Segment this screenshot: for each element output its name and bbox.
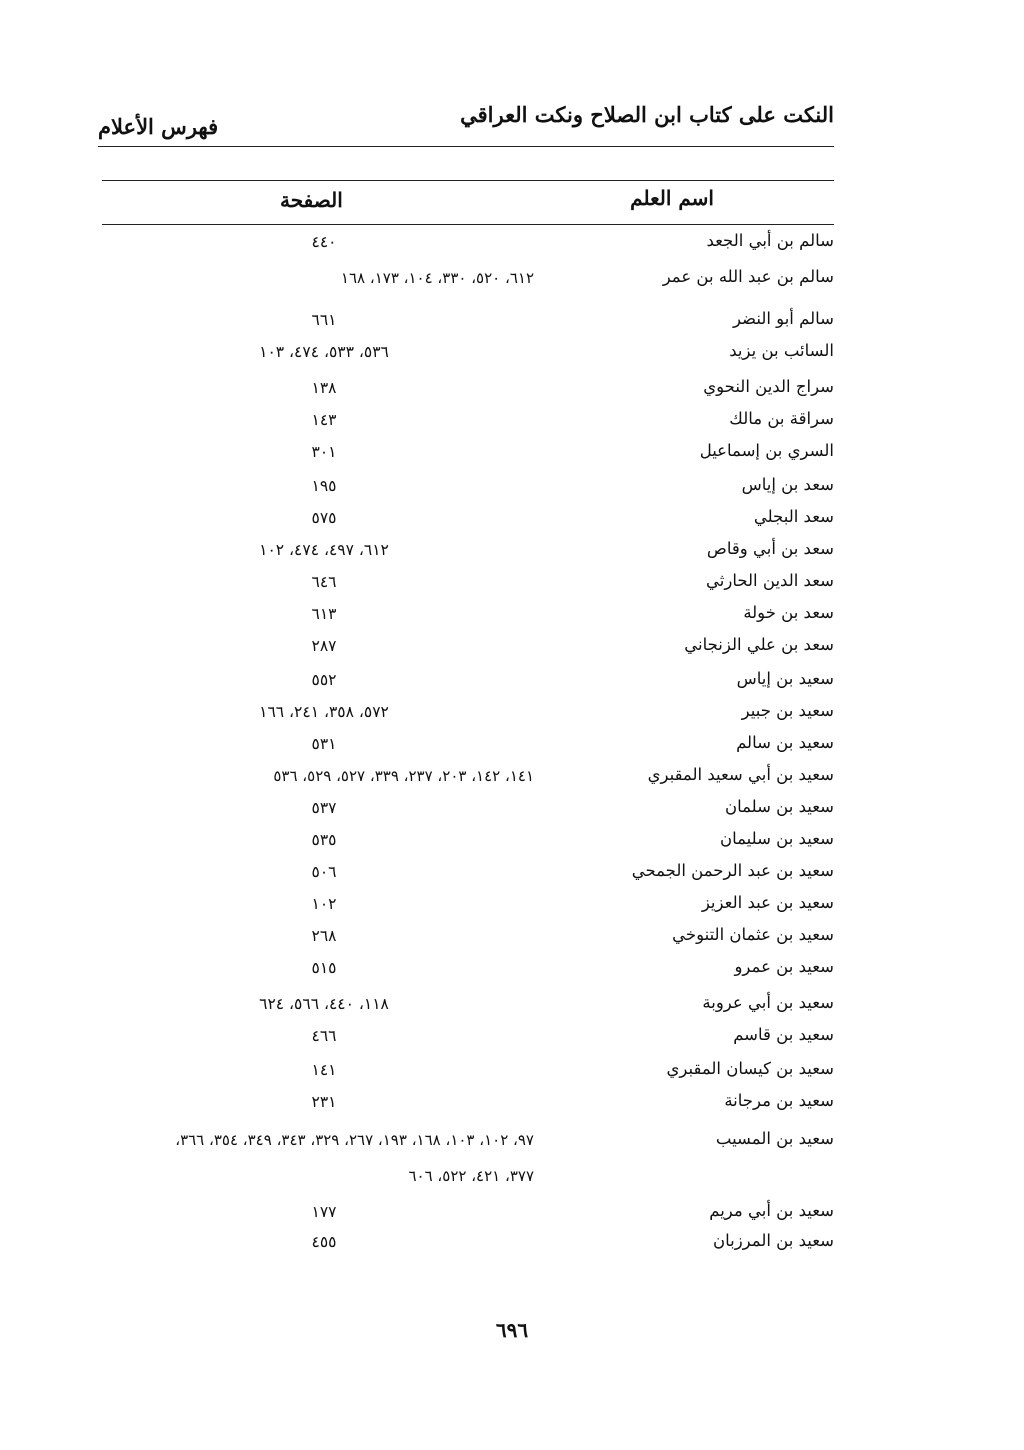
entry-pages: ٦١٣ xyxy=(311,605,337,623)
entry-pages: ٥٣١ xyxy=(311,735,337,753)
section-title: فهرس الأعلام xyxy=(98,114,219,139)
entry-name: سعد الدين الحارثي xyxy=(706,571,834,590)
entry-name: سعيد بن عبد الرحمن الجمحي xyxy=(631,861,834,880)
entry-pages: ٢٦٨ xyxy=(311,927,337,945)
index-entry xyxy=(102,826,834,856)
entry-name: سعيد بن سليمان xyxy=(719,829,834,848)
entry-name: سعيد بن أبي سعيد المقبري xyxy=(647,765,834,784)
book-title: النكت على كتاب ابن الصلاح ونكت العراقي xyxy=(460,102,834,127)
entry-pages: ٥٧٢، ٣٥٨، ٢٤١، ١٦٦ xyxy=(259,703,389,721)
index-entry xyxy=(102,632,834,662)
index-entry xyxy=(102,762,834,792)
index-entry-continuation xyxy=(102,1164,834,1190)
entry-pages: ٢٨٧ xyxy=(311,637,337,655)
index-entry xyxy=(102,264,834,294)
entry-pages: ١٤٣ xyxy=(311,411,337,429)
entry-name: سعيد بن سلمان xyxy=(724,797,834,816)
entry-name: السري بن إسماعيل xyxy=(699,441,834,460)
entry-pages: ١٤١، ١٤٢، ٢٠٣، ٢٣٧، ٣٣٩، ٥٢٧، ٥٢٩، ٥٣٦ xyxy=(273,767,534,785)
index-entry xyxy=(102,666,834,696)
entry-pages: ٤٥٥ xyxy=(311,1233,337,1251)
entry-name: سعيد بن أبي عروبة xyxy=(702,993,834,1012)
entry-name: سعيد بن المرزبان xyxy=(712,1231,834,1250)
entry-name: سعد بن خولة xyxy=(743,603,834,622)
index-entry xyxy=(102,228,834,258)
entry-name: السائب بن يزيد xyxy=(729,341,834,360)
index-entry xyxy=(102,472,834,502)
entry-name: سالم بن أبي الجعد xyxy=(706,231,834,250)
index-entry xyxy=(102,1198,834,1228)
entry-name: سعيد بن جبير xyxy=(741,701,834,720)
table-top-rule xyxy=(102,180,834,181)
entry-pages: ٦٦١ xyxy=(311,311,337,329)
column-header-name: اسم العلم xyxy=(630,186,714,210)
entry-name: سعيد بن عبد العزيز xyxy=(701,893,834,912)
entry-name: سعيد بن مرجانة xyxy=(724,1091,834,1110)
entry-pages: ١١٨، ٤٤٠، ٥٦٦، ٦٢٤ xyxy=(259,995,389,1013)
index-entry xyxy=(102,1022,834,1052)
entry-pages: ٩٧، ١٠٢، ١٠٣، ١٦٨، ١٩٣، ٢٦٧، ٣٢٩، ٣٤٣، ٣٤٩، ٣٥٤، ٣٦٦، xyxy=(175,1131,534,1149)
index-entry xyxy=(102,698,834,728)
entry-name: سعد بن إياس xyxy=(741,475,834,494)
table-header xyxy=(102,186,834,220)
header-rule xyxy=(98,146,834,147)
entry-name: سعيد بن كيسان المقبري xyxy=(666,1059,834,1078)
entry-pages: ٥٥٢ xyxy=(311,671,337,689)
entry-name: سراقة بن مالك xyxy=(729,409,834,428)
index-entry xyxy=(102,794,834,824)
index-entry xyxy=(102,600,834,630)
entry-pages: ٥٧٥ xyxy=(311,509,337,527)
entry-pages: ٣٠١ xyxy=(311,443,337,461)
entry-name: سعيد بن إياس xyxy=(736,669,834,688)
entry-pages: ٤٦٦ xyxy=(311,1027,337,1045)
entry-pages: ٥٣٥ xyxy=(311,831,337,849)
entry-name: سعيد بن سالم xyxy=(736,733,834,752)
entry-name: سعيد بن المسيب xyxy=(715,1129,834,1148)
entry-name: سعيد بن عمرو xyxy=(734,957,834,976)
index-entry xyxy=(102,922,834,952)
entry-pages: ١٣٨ xyxy=(311,379,337,397)
index-entry xyxy=(102,374,834,404)
entry-name: سعد البجلي xyxy=(753,507,834,526)
index-entry xyxy=(102,954,834,984)
entry-name: سالم بن عبد الله بن عمر xyxy=(662,267,834,286)
index-entry xyxy=(102,1056,834,1086)
index-entry xyxy=(102,1126,834,1156)
running-head xyxy=(98,102,834,142)
entry-pages: ١٠٢ xyxy=(311,895,337,913)
entry-pages: ١٩٥ xyxy=(311,477,337,495)
entry-name: سالم أبو النضر xyxy=(732,309,834,328)
index-entry xyxy=(102,406,834,436)
entry-name: سعد بن أبي وقاص xyxy=(706,539,834,558)
entry-pages: ٣٧٧، ٤٢١، ٥٢٢، ٦٠٦ xyxy=(408,1167,534,1185)
entry-pages: ١٤١ xyxy=(311,1061,337,1079)
index-entry xyxy=(102,504,834,534)
entry-pages: ٥٣٦، ٥٣٣، ٤٧٤، ١٠٣ xyxy=(259,343,389,361)
entry-pages: ٥٣٧ xyxy=(311,799,337,817)
index-entry xyxy=(102,890,834,920)
entry-name: سعيد بن قاسم xyxy=(733,1025,834,1044)
index-entry xyxy=(102,730,834,760)
entry-pages: ٦٤٦ xyxy=(311,573,337,591)
index-entry xyxy=(102,858,834,888)
table-header-rule xyxy=(102,224,834,225)
column-header-page: الصفحة xyxy=(280,188,343,212)
entry-pages: ١٧٧ xyxy=(311,1203,337,1221)
page-number: ٦٩٦ xyxy=(495,1318,529,1342)
entry-pages: ٢٣١ xyxy=(311,1093,337,1111)
entry-pages: ٤٤٠ xyxy=(311,233,337,251)
index-entry xyxy=(102,990,834,1020)
entry-name: سراج الدين النحوي xyxy=(703,377,834,396)
index-entry xyxy=(102,338,834,368)
entry-pages: ٥١٥ xyxy=(311,959,337,977)
index-entry xyxy=(102,568,834,598)
entry-name: سعيد بن أبي مريم xyxy=(709,1201,834,1220)
index-entry xyxy=(102,536,834,566)
entry-pages: ٥٠٦ xyxy=(311,863,337,881)
index-entry xyxy=(102,1228,834,1258)
index-entry xyxy=(102,438,834,468)
index-entry xyxy=(102,1088,834,1118)
index-entry xyxy=(102,306,834,336)
entry-name: سعد بن علي الزنجاني xyxy=(684,635,834,654)
entry-pages: ٦١٢، ٥٢٠، ٣٣٠، ١٠٤، ١٧٣، ١٦٨ xyxy=(340,269,534,287)
entry-pages: ٦١٢، ٤٩٧، ٤٧٤، ١٠٢ xyxy=(259,541,389,559)
entry-name: سعيد بن عثمان التنوخي xyxy=(672,925,834,944)
